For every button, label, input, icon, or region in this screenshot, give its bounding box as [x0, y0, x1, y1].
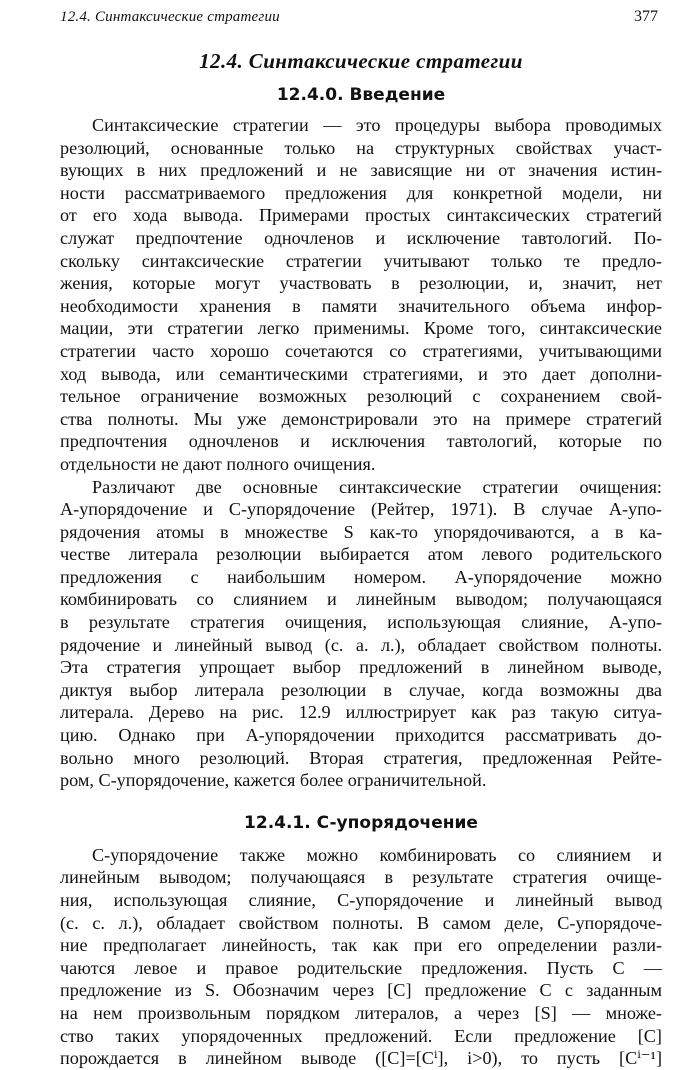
text-line: C-упорядочение также можно комбинировать со слиянием и	[92, 844, 662, 865]
text-line: линейным выводом; получающаяся в результате стратегия очище-	[60, 867, 662, 888]
text-line: ром, C-упорядочение, кажется более ограничительной.	[60, 770, 487, 791]
text-line: вольно много резолюций. Вторая стратегия, предложенная Рейте-	[60, 747, 662, 768]
text-line: необходимости хранения в памяти значительного объема инфор-	[60, 295, 662, 316]
text-line: предпочтения одночленов и исключения тавтологий, которые по	[60, 431, 662, 452]
text-line: диктуя выбор литерала резолюции в случае, когда возможны два	[60, 679, 662, 700]
text-line: комбинировать со слиянием и линейным выводом; получающаяся	[60, 589, 662, 610]
paragraph-c-ordering	[60, 844, 662, 1070]
text-line: (с. с. л.), обладает свойством полноты. В самом деле, C-упорядоче-	[60, 912, 662, 933]
paragraph-intro-2	[60, 476, 662, 792]
text-line: скольку синтаксические стратегии учитывают только те предло-	[60, 250, 662, 271]
running-head	[60, 8, 662, 32]
text-line: жения, которые могут участвовать в резолюции, и, значит, нет	[60, 273, 662, 294]
text-line: Эта стратегия упрощает выбор предложений в линейном выводе,	[60, 657, 662, 678]
text-line: вующих в них предложений и не зависящие ни от значения истин-	[60, 160, 662, 181]
text-line: ства полноты. Мы уже демонстрировали это на примере стратегий	[60, 408, 662, 429]
subsection-title-intro: 12.4.0. Введение	[276, 85, 446, 105]
text-line: отдельности не дают полного очищения.	[60, 453, 376, 474]
section-title: 12.4. Синтаксические стратегии	[199, 49, 523, 73]
text-line: ния, использующая слияние, C-упорядочение и линейный вывод	[60, 890, 662, 910]
text-line: честве литерала резолюции выбирается атом левого родительского	[60, 544, 662, 565]
text-line: A-упорядочение и C-упорядочение (Рейтер, 1971). В случае A-упо-	[60, 499, 662, 520]
text-line: Различают две основные синтаксические стратегии очищения:	[92, 476, 662, 497]
text-line: порождается в линейном выводе ([C]=[Cⁱ], i>0), то пусть [Cⁱ⁻¹]	[60, 1048, 662, 1069]
text-line: чаются левое и правое родительские предложения. Пусть C —	[60, 957, 662, 978]
text-line: предложения с наибольшим номером. A-упорядочение можно	[60, 566, 662, 587]
text-line: резолюций, основанные только на структурных свойствах участ-	[60, 137, 662, 158]
book-page	[60, 8, 662, 1070]
text-line: ности рассматриваемого предложения для конкретной модели, ни	[60, 182, 662, 203]
text-line: цию. Однако при A-упорядочении приходится рассматривать до-	[60, 725, 662, 746]
page-number: 377	[634, 8, 658, 25]
text-line: ство таких упорядоченных предложений. Если предложение [C]	[60, 1025, 662, 1046]
running-head-title: 12.4. Синтаксические стратегии	[60, 9, 280, 25]
subsection-title-c-ordering: 12.4.1. C-упорядочение	[244, 812, 478, 833]
text-line: ход вывода, или семантическими стратегиями, и это дает дополни-	[60, 363, 662, 384]
text-line: служат предпочтение одночленов и исключение тавтологий. По-	[60, 227, 662, 248]
text-line: тельное ограничение возможных резолюций с сохранением свой-	[60, 386, 662, 407]
text-line: предложение из S. Обозначим через [C] предложение C с заданным	[60, 980, 662, 1001]
text-line: на нем произвольным порядком литералов, а через [S] — множе-	[60, 1002, 662, 1023]
text-line: в результате стратегия очищения, использующая слияние, A-упо-	[60, 612, 662, 633]
text-line: мации, эти стратегии легко применимы. Кроме того, синтаксические	[60, 318, 662, 339]
text-line: ние предполагает линейность, так как при его определении разли-	[60, 935, 662, 956]
text-line: от его хода вывода. Примерами простых синтаксических стратегий	[60, 205, 662, 226]
text-line: литерала. Дерево на рис. 12.9 иллюстрирует как раз такую ситуа-	[60, 702, 662, 723]
text-line: рядочение и линейный вывод (с. а. л.), обладает свойством полноты.	[60, 634, 662, 655]
text-line: стратегии часто хорошо сочетаются со стратегиями, учитывающими	[60, 340, 662, 361]
paragraph-intro-1	[60, 114, 662, 476]
text-line: Синтаксические стратегии — это процедуры выбора проводимых	[92, 115, 662, 135]
text-line: рядочения атомы в множестве S как-то упорядочиваются, а в ка-	[60, 521, 662, 542]
